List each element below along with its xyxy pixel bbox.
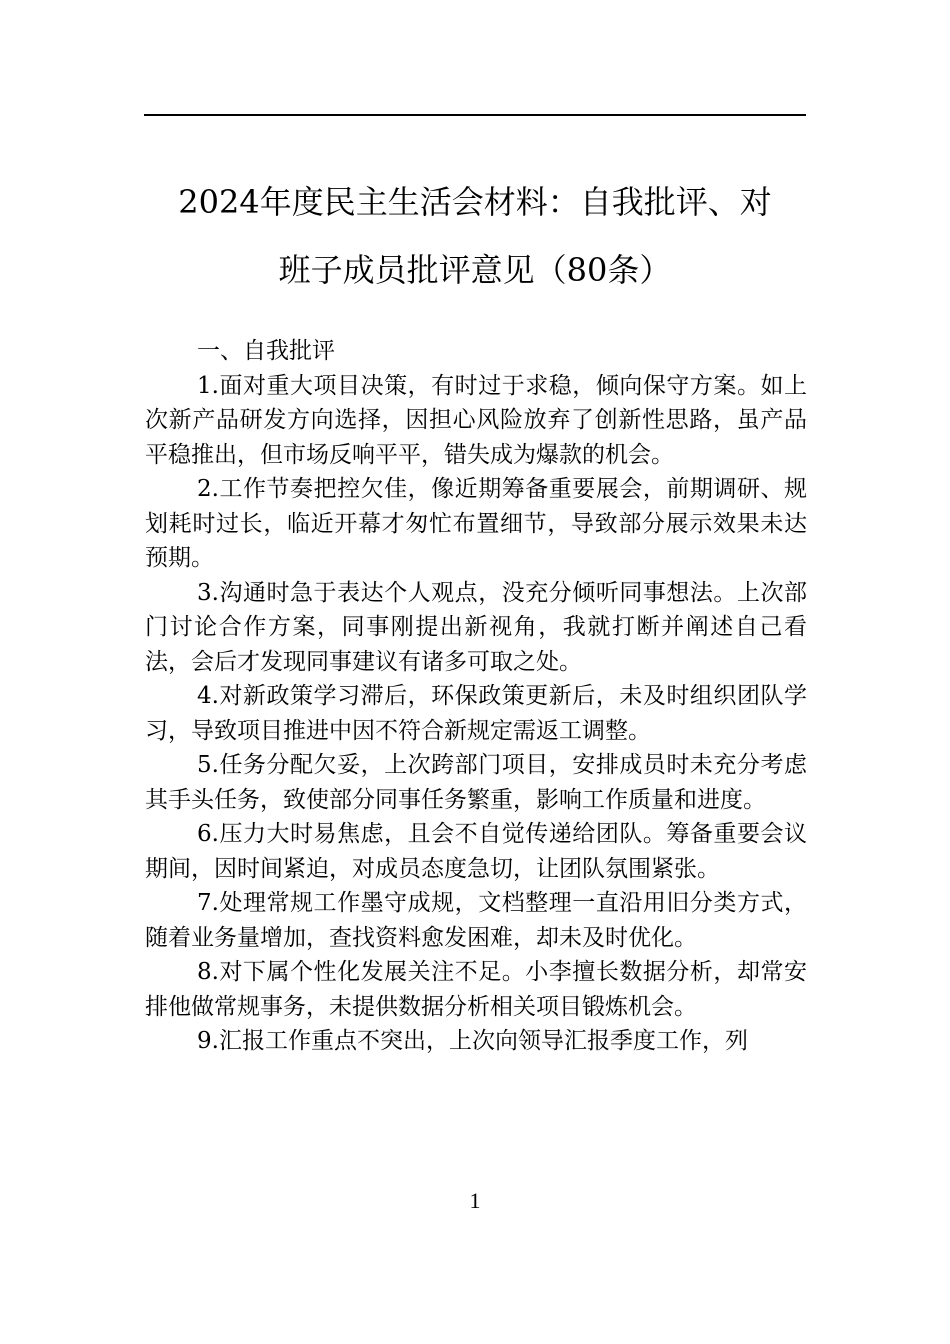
section-heading-self-criticism: 一、自我批评: [197, 338, 335, 364]
document-body: [145, 334, 807, 1059]
paragraph-9: 9.汇报工作重点不突出，上次向领导汇报季度工作，列: [197, 1028, 748, 1054]
page-number: 1: [469, 1188, 481, 1213]
paragraph-8: 8.对下属个性化发展关注不足。小李擅长数据分析，却常安排他做常规事务，未提供数据分析相关项目锻炼机会。: [145, 959, 807, 1020]
paragraph-6: 6.压力大时易焦虑，且会不自觉传递给团队。筹备重要会议期间，因时间紧迫，对成员态度急切，让团队氛围紧张。: [145, 821, 807, 882]
header-rule: [144, 114, 806, 116]
title-line-2: 班子成员批评意见（80条）: [278, 251, 672, 289]
paragraph-4: 4.对新政策学习滞后，环保政策更新后，未及时组织团队学习，导致项目推进中因不符合新规定需返工调整。: [145, 683, 807, 744]
paragraph-3: 3.沟通时急于表达个人观点，没充分倾听同事想法。上次部门讨论合作方案，同事刚提出新视角，我就打断并阐述自己看法，会后才发现同事建议有诸多可取之处。: [145, 579, 807, 675]
paragraph-2: 2.工作节奏把控欠佳，像近期筹备重要展会，前期调研、规划耗时过长，临近开幕才匆忙布置细节，导致部分展示效果未达预期。: [145, 476, 807, 571]
document-title: [140, 168, 810, 304]
paragraph-7: 7.处理常规工作墨守成规，文档整理一直沿用旧分类方式，随着业务量增加，查找资料愈发困难，却未及时优化。: [145, 890, 807, 951]
title-line-1: 2024年度民主生活会材料：自我批评、对: [178, 183, 772, 221]
paragraph-1: 1.面对重大项目决策，有时过于求稳，倾向保守方案。如上次新产品研发方向选择，因担心风险放弃了创新性思路，虽产品平稳推出，但市场反响平平，错失成为爆款的机会。: [145, 372, 807, 468]
paragraph-5: 5.任务分配欠妥，上次跨部门项目，安排成员时未充分考虑其手头任务，致使部分同事任务繁重，影响工作质量和进度。: [145, 752, 807, 813]
